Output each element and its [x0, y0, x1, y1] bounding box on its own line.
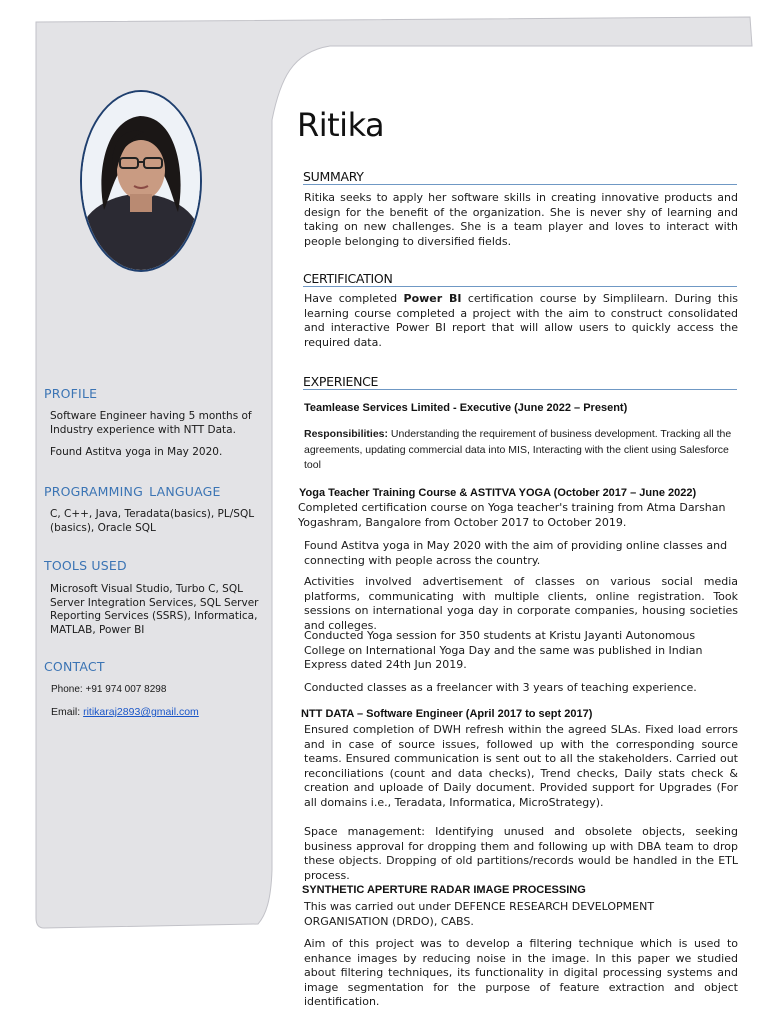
email-link[interactable]: ritikaraj2893@gmail.com [83, 706, 199, 718]
experience-heading: EXPERIENCE [303, 374, 737, 390]
yoga-paragraph-1: Completed certification course on Yoga teacher's training from Atma Darshan Yogashram, Bangalore from October 2017 to October 2019. [298, 501, 726, 529]
candidate-name: Ritika [297, 106, 385, 144]
certification-heading: CERTIFICATION [303, 271, 737, 287]
certification-text-end: certification course by Simplilearn. During this learning course completed a project with the aim to construct consolidated and interactive Power BI report that will allow users to quickly access the required data. [304, 292, 738, 349]
contact-heading: CONTACT [44, 659, 105, 674]
profile-photo-image [82, 92, 200, 270]
yoga-paragraph-2: Found Astitva yoga in May 2020 with the aim of providing online classes and connecting with people across the country. [304, 539, 728, 567]
job-title-teamlease: Teamlease Services Limited - Executive (June 2022 – Present) [304, 402, 628, 414]
summary-heading: SUMMARY [303, 169, 737, 185]
project-paragraph-2: Aim of this project was to develop a filtering technique which is used to enhance images by reducing noise in the image. In this paper we studied about filtering techniques, its functionality in digital processing systems and image segmentation for the purpose of feature extraction and object identification. [304, 937, 738, 1008]
profile-photo [80, 90, 202, 272]
project-paragraph-1: This was carried out under DEFENCE RESEARCH DEVELOPMENT ORGANISATION (DRDO), CABS. [304, 900, 655, 928]
yoga-paragraph-3: Activities involved advertisement of classes on various social media platforms, communicating with multiple clients, online registration. Took sessions on international yoga day in corporate companies, housing societies and colleges. [304, 575, 738, 632]
programming-heading: PROGRAMMING LANGUAGE [44, 484, 221, 499]
ntt-paragraph-1: Ensured completion of DWH refresh within the agreed SLAs. Fixed load errors and in case of source issues, followed up with the corresponding source teams. Ensured communication is sent out to all the stakeholders. Carried out reconciliations (count and data checks), Trend checks, Daily stats check & creation and uploade of Daily document. Provided support for Upgrades (For all domains i.e., Teradata, Informatica, MicroStrategy). [304, 723, 738, 809]
job-responsibilities-teamlease [304, 427, 738, 474]
responsibilities-text: Understanding the requirement of business development. Tracking all the agreements, updating commercial data into MIS, Interacting with the client using Salesforce tool [304, 428, 732, 471]
contact-phone: Phone: +91 974 007 8298 [51, 684, 167, 695]
profile-yoga-text: Found Astitva yoga in May 2020. [50, 446, 223, 458]
responsibilities-label: Responsibilities: [304, 428, 389, 440]
yoga-paragraph-5: Conducted classes as a freelancer with 3 years of teaching experience. [304, 681, 697, 694]
tools-heading: TOOLS USED [44, 558, 127, 573]
email-label: Email: [51, 706, 84, 718]
profile-heading: PROFILE [44, 386, 98, 401]
certification-highlight: Power BI [403, 292, 462, 305]
programming-text: C, C++, Java, Teradata(basics), PL/SQL (basics), Oracle SQL [50, 508, 255, 534]
project-title-sar: SYNTHETIC APERTURE RADAR IMAGE PROCESSING [302, 884, 586, 896]
contact-email-row [51, 706, 199, 718]
certification-text-start: Have completed [304, 292, 404, 305]
job-title-yoga: Yoga Teacher Training Course & ASTITVA YOGA (October 2017 – June 2022) [299, 487, 697, 499]
profile-text: Software Engineer having 5 months of Industry experience with NTT Data. [50, 410, 252, 436]
ntt-paragraph-2: Space management: Identifying unused and obsolete objects, seeking business approval for dropping them and following up with DBA team to drop these objects. Dropping of old partitions/records would be handled in the ETL process. [304, 825, 738, 882]
summary-text: Ritika seeks to apply her software skills in creating innovative products and design for the benefit of the organization. She is never shy of learning and taking on new challenges. She is a team player and loves to interact with people belonging to diversified fields. [304, 191, 738, 248]
job-title-ntt: NTT DATA – Software Engineer (April 2017 to sept 2017) [301, 708, 593, 720]
tools-text: Microsoft Visual Studio, Turbo C, SQL Server Integration Services, SQL Server Reporting Services (SSRS), Informatica, MATLAB, Power BI [50, 583, 259, 636]
yoga-paragraph-4: Conducted Yoga session for 350 students at Kristu Jayanti Autonomous College on International Yoga Day and the same was published in Indian Express dated 24th Jun 2019. [304, 629, 703, 671]
certification-text [304, 292, 738, 350]
